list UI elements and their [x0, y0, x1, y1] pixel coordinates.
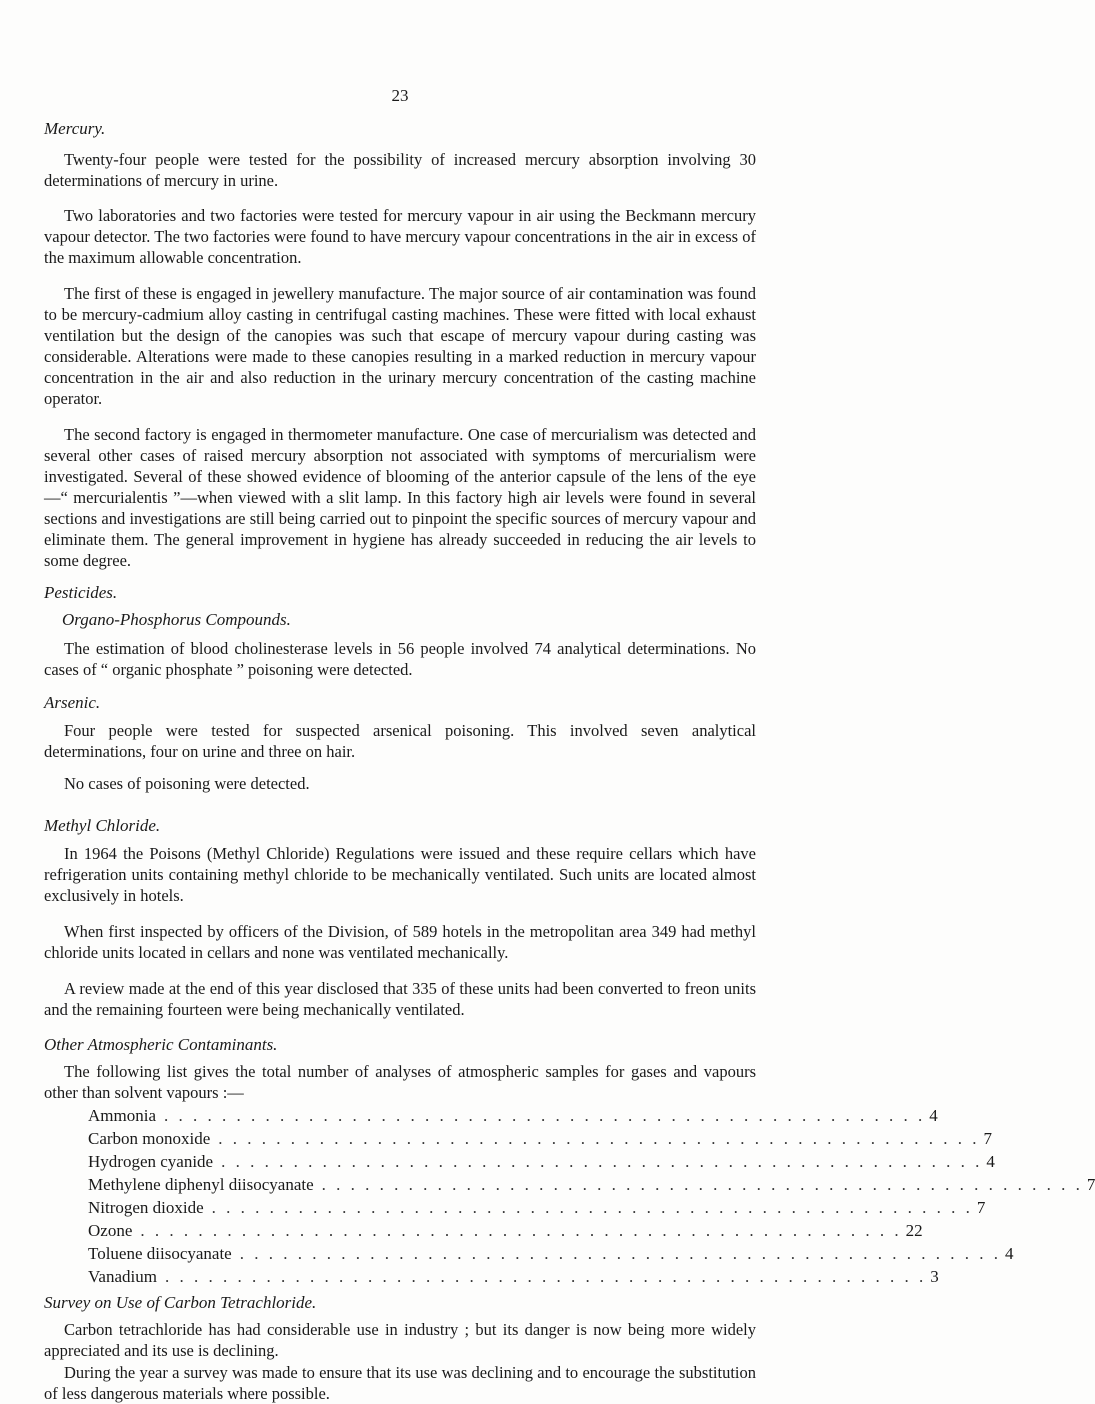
paragraph: [44, 1319, 756, 1361]
leader-dots: . . . . . . . . . . . . . . . . . . . . . . . . . . . . . . . . . . . . . . . . . . . . . . . . . . . . .: [218, 1129, 980, 1148]
section-arsenic: [44, 692, 756, 714]
paragraph-text: The second factory is engaged in thermometer manufacture. One case of mercurialism was detected and several other cases of raised mercury absorption not associated with symptoms of mercurialism were investigated. Several of these showed evidence of blooming of the anterior capsule of the lens of the eye—“ mercurialentis ”—when viewed with a slit lamp. In this factory high air levels were found in several sections and investigations are still being carried out to pinpoint the specific sources of mercury vapour and eliminate them. The general improvement in hygiene has already succeeded in reducing the air levels to some degree.: [44, 425, 756, 570]
paragraph-text: Four people were tested for suspected arsenical poisoning. This involved seven analytical determinations, four on urine and three on hair.: [44, 721, 756, 761]
paragraph-text: No cases of poisoning were detected.: [64, 774, 310, 793]
contaminant-count: 7: [976, 1198, 986, 1217]
leader-dots: . . . . . . . . . . . . . . . . . . . . . . . . . . . . . . . . . . . . . . . . . . . . . . . . . . . . .: [211, 1198, 973, 1217]
heading-methyl-chloride: Methyl Chloride.: [44, 816, 161, 835]
paragraph-text: The first of these is engaged in jewellery manufacture. The major source of air contamination was found to be mercury-cadmium alloy casting in centrifugal casting machines. These were fitted with local exhaust ventilation but the design of the canopies was such that escape of mercury vapour during casting was considerable. Alterations were made to these canopies resulting in a marked reduction in mercury vapour concentration in the air and also reduction in the urinary mercury concentration of the casting machine operator.: [44, 284, 756, 408]
contaminant-name: Hydrogen cyanide: [88, 1152, 214, 1171]
contaminant-count: 7: [1086, 1175, 1095, 1194]
page-number: 23: [391, 86, 409, 105]
list-item: [88, 1219, 923, 1242]
leader-dots: . . . . . . . . . . . . . . . . . . . . . . . . . . . . . . . . . . . . . . . . . . . . . . . . . . . . .: [221, 1152, 983, 1171]
paragraph: [44, 149, 756, 191]
contaminant-count: 3: [930, 1267, 939, 1286]
section-carbon-tetrachloride: [44, 1292, 756, 1314]
list-item: [88, 1242, 1014, 1265]
list-item: [88, 1265, 939, 1288]
heading-carbon-tetrachloride: Survey on Use of Carbon Tetrachloride.: [44, 1293, 317, 1312]
heading-arsenic: Arsenic.: [44, 693, 101, 712]
paragraph-text: During the year a survey was made to ensure that its use was declining and to encourage the substitution of less dangerous materials where possible.: [44, 1363, 756, 1403]
paragraph: [44, 424, 756, 571]
leader-dots: . . . . . . . . . . . . . . . . . . . . . . . . . . . . . . . . . . . . . . . . . . . . . . . . . . . . .: [140, 1221, 902, 1240]
leader-dots: . . . . . . . . . . . . . . . . . . . . . . . . . . . . . . . . . . . . . . . . . . . . . . . . . . . . .: [164, 1267, 927, 1286]
list-item: [88, 1150, 995, 1173]
list-item: [88, 1104, 938, 1127]
contaminant-count: 4: [1004, 1244, 1014, 1263]
paragraph: [44, 773, 756, 794]
section-methyl-chloride: [44, 815, 756, 837]
paragraph: [44, 205, 756, 268]
paragraph-text: The estimation of blood cholinesterase levels in 56 people involved 74 analytical determinations. No cases of “ organic phosphate ” poisoning were detected.: [44, 639, 756, 679]
heading-pesticides: Pesticides.: [44, 583, 118, 602]
paragraph-text: Twenty-four people were tested for the possibility of increased mercury absorption involving 30 determinations of mercury in urine.: [44, 150, 756, 190]
contaminant-count: 4: [929, 1106, 938, 1125]
contaminant-count: 4: [986, 1152, 995, 1171]
paragraph: [44, 283, 756, 409]
contaminant-name: Toluene diisocyanate: [88, 1244, 232, 1263]
leader-dots: . . . . . . . . . . . . . . . . . . . . . . . . . . . . . . . . . . . . . . . . . . . . . . . . . . . . .: [239, 1244, 1001, 1263]
paragraph-text: Carbon tetrachloride has had considerable use in industry ; but its danger is now being more widely appreciated and its use is declining.: [44, 1320, 756, 1360]
leader-dots: . . . . . . . . . . . . . . . . . . . . . . . . . . . . . . . . . . . . . . . . . . . . . . . . . . . . .: [164, 1106, 926, 1125]
paragraph-text: When first inspected by officers of the Division, of 589 hotels in the metropolitan area 349 had methyl chloride units located in cellars and none was ventilated mechanically.: [44, 922, 756, 962]
contaminant-name: Ozone: [88, 1221, 133, 1240]
list-item: [88, 1127, 993, 1150]
list-item: [88, 1196, 986, 1219]
paragraph: [44, 1362, 756, 1404]
paragraph-text: Two laboratories and two factories were tested for mercury vapour in air using the Beckmann mercury vapour detector. The two factories were found to have mercury vapour concentrations in the air in excess of the maximum allowable concentration.: [44, 206, 756, 267]
section-mercury: [44, 118, 756, 140]
contaminant-count: 7: [983, 1129, 993, 1148]
contaminant-name: Methylene diphenyl diisocyanate: [88, 1175, 314, 1194]
paragraph: [44, 843, 756, 906]
paragraph: [44, 720, 756, 762]
contaminants-list: [88, 1104, 1095, 1288]
subheading-organo-phosphorus: Organo-Phosphorus Compounds.: [62, 610, 291, 629]
contaminant-name: Ammonia: [88, 1106, 156, 1125]
paragraph: [44, 1061, 756, 1103]
paragraph-text: In 1964 the Poisons (Methyl Chloride) Regulations were issued and these require cellars which have refrigeration units containing methyl chloride to be mechanically ventilated. Such units are located almost exclusively in hotels.: [44, 844, 756, 905]
paragraph: [44, 638, 756, 680]
section-pesticides: [44, 582, 756, 604]
heading-other-contaminants: Other Atmospheric Contaminants.: [44, 1035, 278, 1054]
paragraph: [44, 921, 756, 963]
section-other-contaminants: [44, 1034, 756, 1056]
paragraph: [44, 978, 756, 1020]
contaminant-name: Vanadium: [88, 1267, 157, 1286]
contaminant-name: Carbon monoxide: [88, 1129, 211, 1148]
contaminant-name: Nitrogen dioxide: [88, 1198, 204, 1217]
leader-dots: . . . . . . . . . . . . . . . . . . . . . . . . . . . . . . . . . . . . . . . . . . . . . . . . . . . . .: [321, 1175, 1083, 1194]
contaminant-count: 22: [905, 1221, 923, 1240]
list-item: [88, 1173, 1095, 1196]
paragraph-text: The following list gives the total number of analyses of atmospheric samples for gases and vapours other than solvent vapours :—: [44, 1062, 756, 1102]
paragraph-text: A review made at the end of this year disclosed that 335 of these units had been converted to freon units and the remaining fourteen were being mechanically ventilated.: [44, 979, 756, 1019]
subsection-organo-phosphorus: [62, 609, 756, 631]
heading-mercury: Mercury.: [44, 119, 106, 138]
